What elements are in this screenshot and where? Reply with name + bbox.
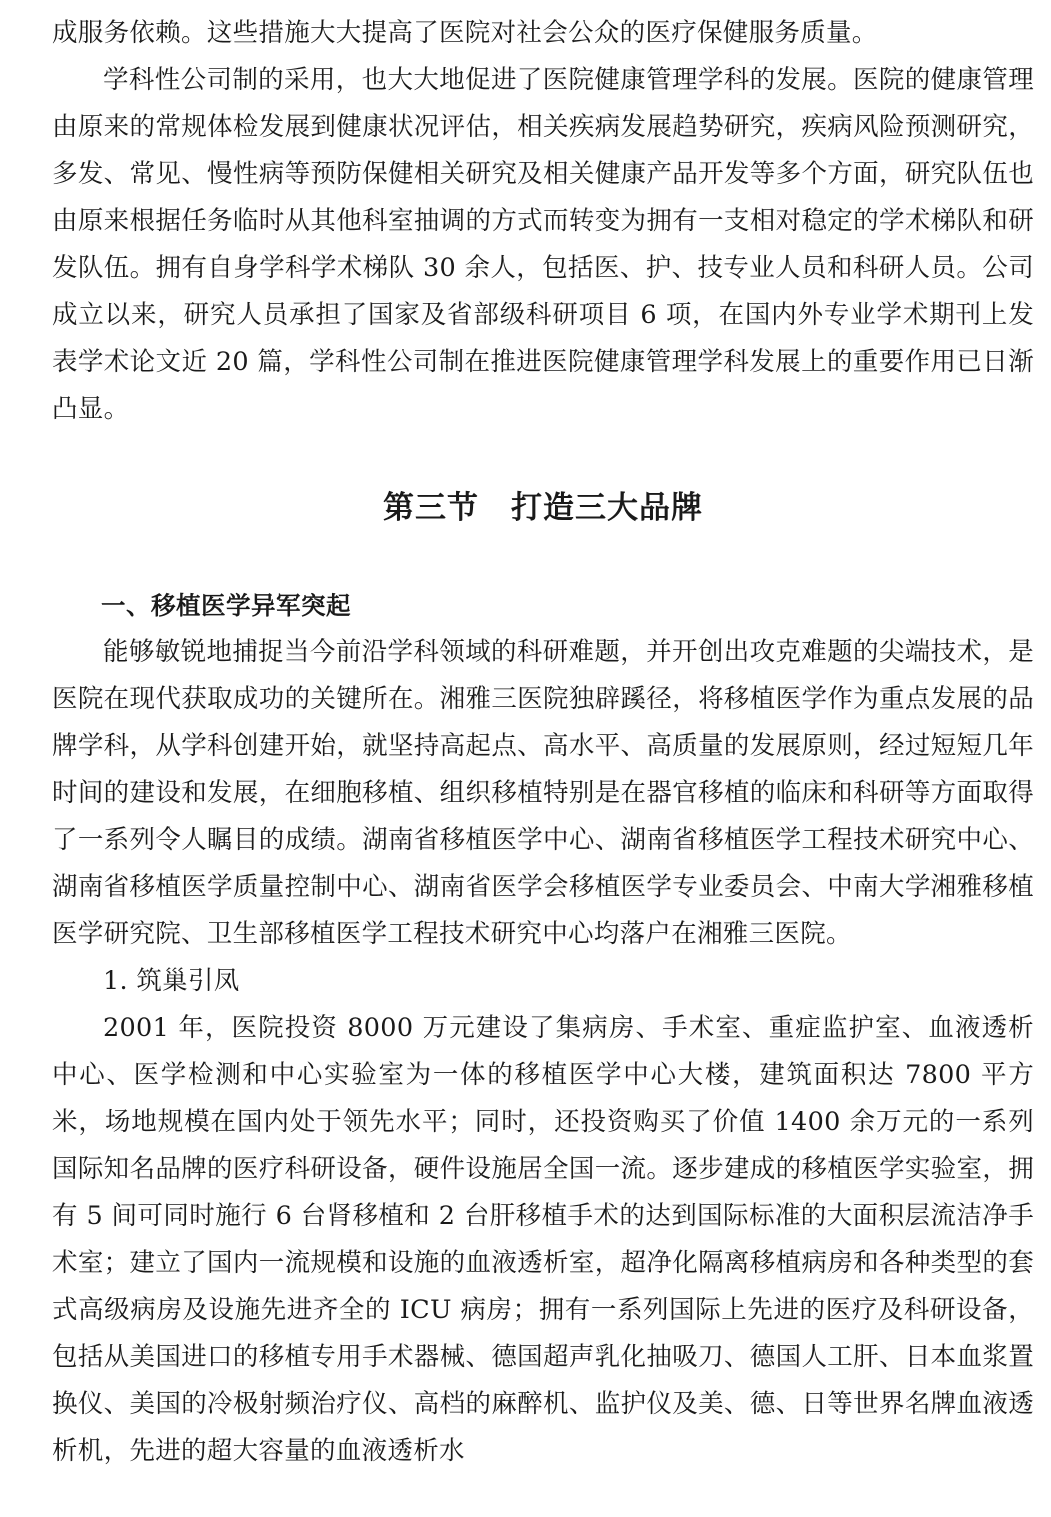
item-title: 1. 筑巢引凤 bbox=[103, 966, 240, 996]
paragraph-continued: 成服务依赖。这些措施大大提高了医院对社会公众的医疗保健服务质量。 bbox=[52, 18, 878, 48]
document-page bbox=[52, 0, 1034, 1475]
paragraph-transplant-medicine: 能够敏锐地捕捉当今前沿学科领域的科研难题，并开创出攻克难题的尖端技术，是医院在现代获取成功的关键所在。湘雅三医院独辟蹊径，将移植医学作为重点发展的品牌学科，从学科创建开始，就坚持高起点、高水平、高质量的发展原则，经过短短几年时间的建设和发展，在细胞移植、组织移植特别是在器官移植的临床和科研等方面取得了一系列令人瞩目的成绩。湖南省移植医学中心、湖南省移植医学工程技术研究中心、湖南省移植医学质量控制中心、湖南省医学会移植医学专业委员会、中南大学湘雅移植医学研究院、卫生部移植医学工程技术研究中心均落户在湘雅三医院。 bbox=[52, 637, 1034, 949]
subsection-title: 一、移植医学异军突起 bbox=[101, 591, 351, 620]
paragraph-health-management: 学科性公司制的采用，也大大地促进了医院健康管理学科的发展。医院的健康管理由原来的常规体检发展到健康状况评估，相关疾病发展趋势研究，疾病风险预测研究，多发、常见、慢性病等预防保健相关研究及相关健康产品开发等多个方面，研究队伍也由原来根据任务临时从其他科室抽调的方式而转变为拥有一支相对稳定的学术梯队和研发队伍。拥有自身学科学术梯队 30 余人，包括医、护、技专业人员和科研人员。公司成立以来，研究人员承担了国家及省部级科研项目 6 项，在国内外专业学术期刊上发表学术论文近 20 篇，学科性公司制在推进医院健康管理学科发展上的重要作用已日渐凸显。 bbox=[52, 65, 1034, 424]
paragraph-investment: 2001 年，医院投资 8000 万元建设了集病房、手术室、重症监护室、血液透析中心、医学检测和中心实验室为一体的移植医学中心大楼，建筑面积达 7800 平方米，场地规模在国内处于领先水平；同时，还投资购买了价值 1400 余万元的一系列国际知名品牌的医疗科研设备，硬件设施居全国一流。逐步建成的移植医学实验室，拥有 5 间可同时施行 6 台肾移植和 2 台肝移植手术的达到国际标准的大面积层流洁净手术室；建立了国内一流规模和设施的血液透析室，超净化隔离移植病房和各种类型的套式高级病房及设施先进齐全的 ICU 病房；拥有一系列国际上先进的医疗及科研设备，包括从美国进口的移植专用手术器械、德国超声乳化抽吸刀、德国人工肝、日本血浆置换仪、美国的冷极射频治疗仪、高档的麻醉机、监护仪及美、德、日等世界名牌血液透析机，先进的超大容量的血液透析水 bbox=[52, 1013, 1034, 1466]
section-title: 第三节 打造三大品牌 bbox=[383, 490, 703, 526]
